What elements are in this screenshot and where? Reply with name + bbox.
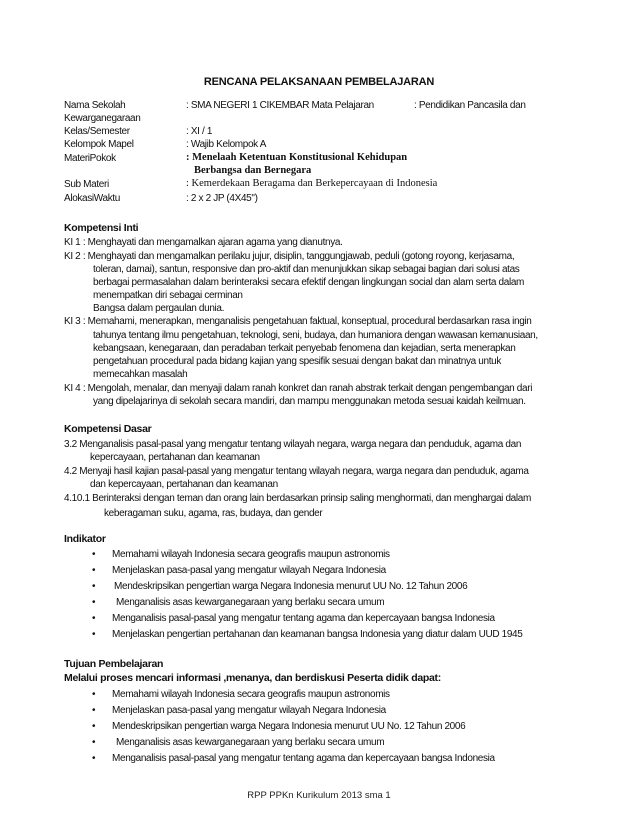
list-bullet: • (92, 753, 96, 764)
ki-line: KI 4 : Mengolah, menalar, dan menyaji dalam ranah konkret dan ranah abstrak terkait dengan pengembangan dari (64, 383, 533, 394)
list-bullet: • (92, 549, 96, 560)
tujuan-heading: Tujuan Pembelajaran (64, 658, 164, 670)
indikator-heading: Indikator (64, 533, 106, 545)
list-item: Menjelaskan pasa-pasal yang mengatur wilayah Negara Indonesia (112, 705, 386, 716)
topic-value: : Menelaah Ketentuan Konstitusional Kehidupan (186, 152, 408, 163)
ki-line: berbagai permasalahan dalam berinteraksi secara efektif dengan lingkungan social dan alam serta dalam (93, 277, 525, 288)
kd-line: 4.2 Menyaji hasil kajian pasal-pasal yang mengatur tentang wilayah negara, warga negara dan penduduk, agama (64, 466, 529, 477)
list-item: Menjelaskan pasa-pasal yang mengatur wilayah Negara Indonesia (112, 565, 386, 576)
school-value: : SMA NEGERI 1 CIKEMBAR Mata Pelajaran (186, 100, 374, 111)
class-label: Kelas/Semester (64, 126, 130, 137)
school-label: Nama Sekolah (64, 100, 126, 111)
list-bullet: • (92, 721, 96, 732)
ki-line: menempatkan diri sebagai cerminan (93, 290, 243, 301)
list-bullet: • (92, 581, 96, 592)
page-footer: RPP PPKn Kurikulum 2013 sma 1 (247, 790, 391, 801)
time-label: AlokasiWaktu (64, 193, 121, 204)
list-item: Menganalisis pasal-pasal yang mengatur tentang agama dan kepercayaan bangsa Indonesia (112, 613, 495, 624)
list-item: Menganalisis pasal-pasal yang mengatur tentang agama dan kepercayaan bangsa Indonesia (112, 753, 495, 764)
list-item: Menganalisis asas kewarganegaraan yang berlaku secara umum (116, 737, 385, 748)
ki-line: KI 3 : Memahami, menerapkan, menganalisis pengetahuan faktual, konseptual, procedural berdasarkan rasa ingin (64, 316, 532, 327)
group-value: : Wajib Kelompok A (186, 139, 267, 150)
list-item: Menjelaskan pengertian pertahanan dan keamanan bangsa Indonesia yang diatur dalam UUD 1945 (112, 629, 523, 640)
list-bullet: • (92, 565, 96, 576)
list-item: Memahami wilayah Indonesia secara geografis maupun astronomis (112, 689, 390, 700)
list-item: Mendeskripsikan pengertian warga Negara Indonesia menurut UU No. 12 Tahun 2006 (112, 721, 466, 732)
list-bullet: • (92, 705, 96, 716)
group-label: Kelompok Mapel (64, 139, 134, 150)
topic-label: MateriPokok (64, 153, 116, 164)
ki-line: pengetahuan procedural pada bidang kajian yang spesifik sesuai dengan bakat dan minatnya untuk (93, 356, 501, 367)
sub-label: Sub Materi (64, 179, 109, 190)
list-bullet: • (92, 689, 96, 700)
ki-line: KI 2 : Menghayati dan mengamalkan perilaku jujur, disiplin, tanggungjawab, peduli (gotong royong, kerjasama, (64, 251, 515, 262)
ki-line: toleran, damai), santun, responsive dan pro-aktif dan menunjukkan sikap sebagai bagian dari solusi atas (93, 264, 520, 275)
kd-heading: Kompetensi Dasar (64, 423, 152, 435)
kd-line: keberagaman suku, agama, ras, budaya, dan gender (104, 508, 323, 519)
ki-line: KI 1 : Menghayati dan mengamalkan ajaran agama yang dianutnya. (64, 237, 343, 248)
list-item: Memahami wilayah Indonesia secara geografis maupun astronomis (112, 549, 390, 560)
subject-value: : Pendidikan Pancasila dan (414, 100, 526, 111)
list-bullet: • (92, 737, 96, 748)
subject-value-cont: Kewarganegaraan (64, 113, 141, 124)
ki-line: Bangsa dalam pergaulan dunia. (93, 303, 225, 314)
ki-line: yang dipelajarinya di sekolah secara mandiri, dan mampu menggunakan metoda sesuai kaidah keilmuan. (93, 396, 526, 407)
sub-value: : Kemerdekaan Beragama dan Berkepercayaan di Indonesia (186, 178, 438, 189)
ki-heading: Kompetensi Inti (64, 222, 139, 234)
list-item: Mendeskripsikan pengertian warga Negara Indonesia menurut UU No. 12 Tahun 2006 (114, 581, 468, 592)
list-item: Menganalisis asas kewarganegaraan yang berlaku secara umum (116, 597, 385, 608)
list-bullet: • (92, 597, 96, 608)
ki-line: tahunya tentang ilmu pengetahuan, teknologi, seni, budaya, dan humaniora dengan wawasan kemanusiaan, (93, 330, 538, 341)
kd-line: dan kepercayaan, pertahanan dan keamanan (90, 479, 278, 490)
kd-line: 4.10.1 Berinteraksi dengan teman dan orang lain berdasarkan prinsip saling menghormati, dan menghargai dalam (64, 493, 531, 504)
list-bullet: • (92, 629, 96, 640)
ki-line: kebangsaan, kenegaraan, dan peradaban terkait penyebab fenomena dan kejadian, serta menerapkan (93, 343, 516, 354)
list-bullet: • (92, 613, 96, 624)
time-value: : 2 x 2 JP (4X45") (186, 193, 258, 204)
kd-line: kepercayaan, pertahanan dan keamanan (90, 452, 260, 463)
page-title: RENCANA PELAKSANAAN PEMBELAJARAN (203, 76, 435, 88)
class-value: : XI / 1 (186, 126, 213, 137)
topic-value-cont: Berbangsa dan Bernegara (194, 165, 312, 176)
tujuan-subheading: Melalui proses mencari informasi ,menanya, dan berdiskusi Peserta didik dapat: (64, 672, 441, 684)
ki-line: memecahkan masalah (93, 369, 188, 380)
kd-line: 3.2 Menganalisis pasal-pasal yang mengatur tentang wilayah negara, warga negara dan penduduk, agama dan (64, 439, 522, 450)
